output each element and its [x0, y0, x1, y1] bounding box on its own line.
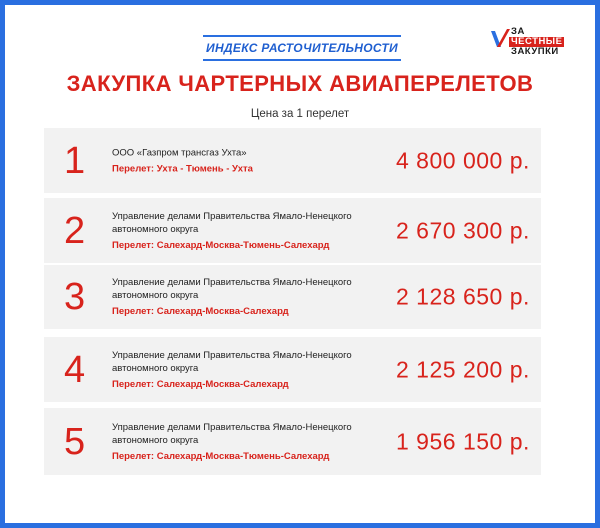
- row-info: [112, 210, 372, 252]
- honest-procurement-logo: [489, 27, 589, 61]
- customer-name: Управление делами Правительства Ямало-Ненецкого автономного округа: [112, 277, 352, 301]
- flight-price: 2 670 300 р.: [396, 217, 530, 243]
- ranking-row-4: [44, 337, 541, 402]
- ranking-row-2: [44, 198, 541, 263]
- checkmark-flag-icon: [489, 27, 511, 51]
- flight-price: 2 128 650 р.: [396, 283, 530, 310]
- index-label: ИНДЕКС РАСТОЧИТЕЛЬНОСТИ: [203, 35, 401, 61]
- rank-number: 5: [64, 420, 86, 463]
- page-subtitle: Цена за 1 перелет: [250, 108, 350, 120]
- rank-number: 2: [64, 209, 86, 252]
- rank-number: 4: [64, 348, 86, 391]
- customer-name: Управление делами Правительства Ямало-Ненецкого автономного округа: [112, 210, 352, 235]
- ranking-row-3: [44, 265, 541, 329]
- ranking-row-1: [44, 128, 541, 193]
- rank-number: 3: [64, 276, 86, 318]
- ranking-row-5: [44, 408, 541, 475]
- row-info: [112, 276, 372, 318]
- rank-number: 1: [64, 139, 86, 182]
- logo-line-3: ЗАКУПКИ: [511, 46, 559, 57]
- flight-route: Перелет: Салехард-Москва-Салехард: [112, 306, 289, 317]
- flight-route: Перелет: Салехард-Москва-Салехард: [112, 378, 289, 390]
- logo-line-1: ЗА: [511, 26, 525, 37]
- infographic-card: [5, 5, 595, 523]
- flight-price: 4 800 000 р.: [396, 147, 530, 173]
- flight-route: Перелет: Ухта - Тюмень - Ухта: [112, 163, 253, 174]
- logo-line-2: ЧЕСТНЫЕ: [511, 36, 563, 47]
- row-info: [112, 349, 372, 391]
- row-info: [112, 421, 372, 463]
- flight-price: 1 956 150 р.: [396, 428, 530, 454]
- page-title: ЗАКУПКА ЧАРТЕРНЫХ АВИАПЕРЕЛЕТОВ: [66, 71, 534, 96]
- customer-name: Управление делами Правительства Ямало-Ненецкого автономного округа: [112, 349, 352, 374]
- row-info: [112, 146, 372, 175]
- flight-route: Перелет: Салехард-Москва-Тюмень-Салехард: [112, 239, 330, 251]
- flight-route: Перелет: Салехард-Москва-Тюмень-Салехард: [112, 450, 330, 462]
- customer-name: ООО «Газпром трансгаз Ухта»: [112, 147, 247, 158]
- logo-wordmark: [511, 27, 564, 57]
- customer-name: Управление делами Правительства Ямало-Ненецкого автономного округа: [112, 421, 352, 446]
- flight-price: 2 125 200 р.: [396, 356, 530, 382]
